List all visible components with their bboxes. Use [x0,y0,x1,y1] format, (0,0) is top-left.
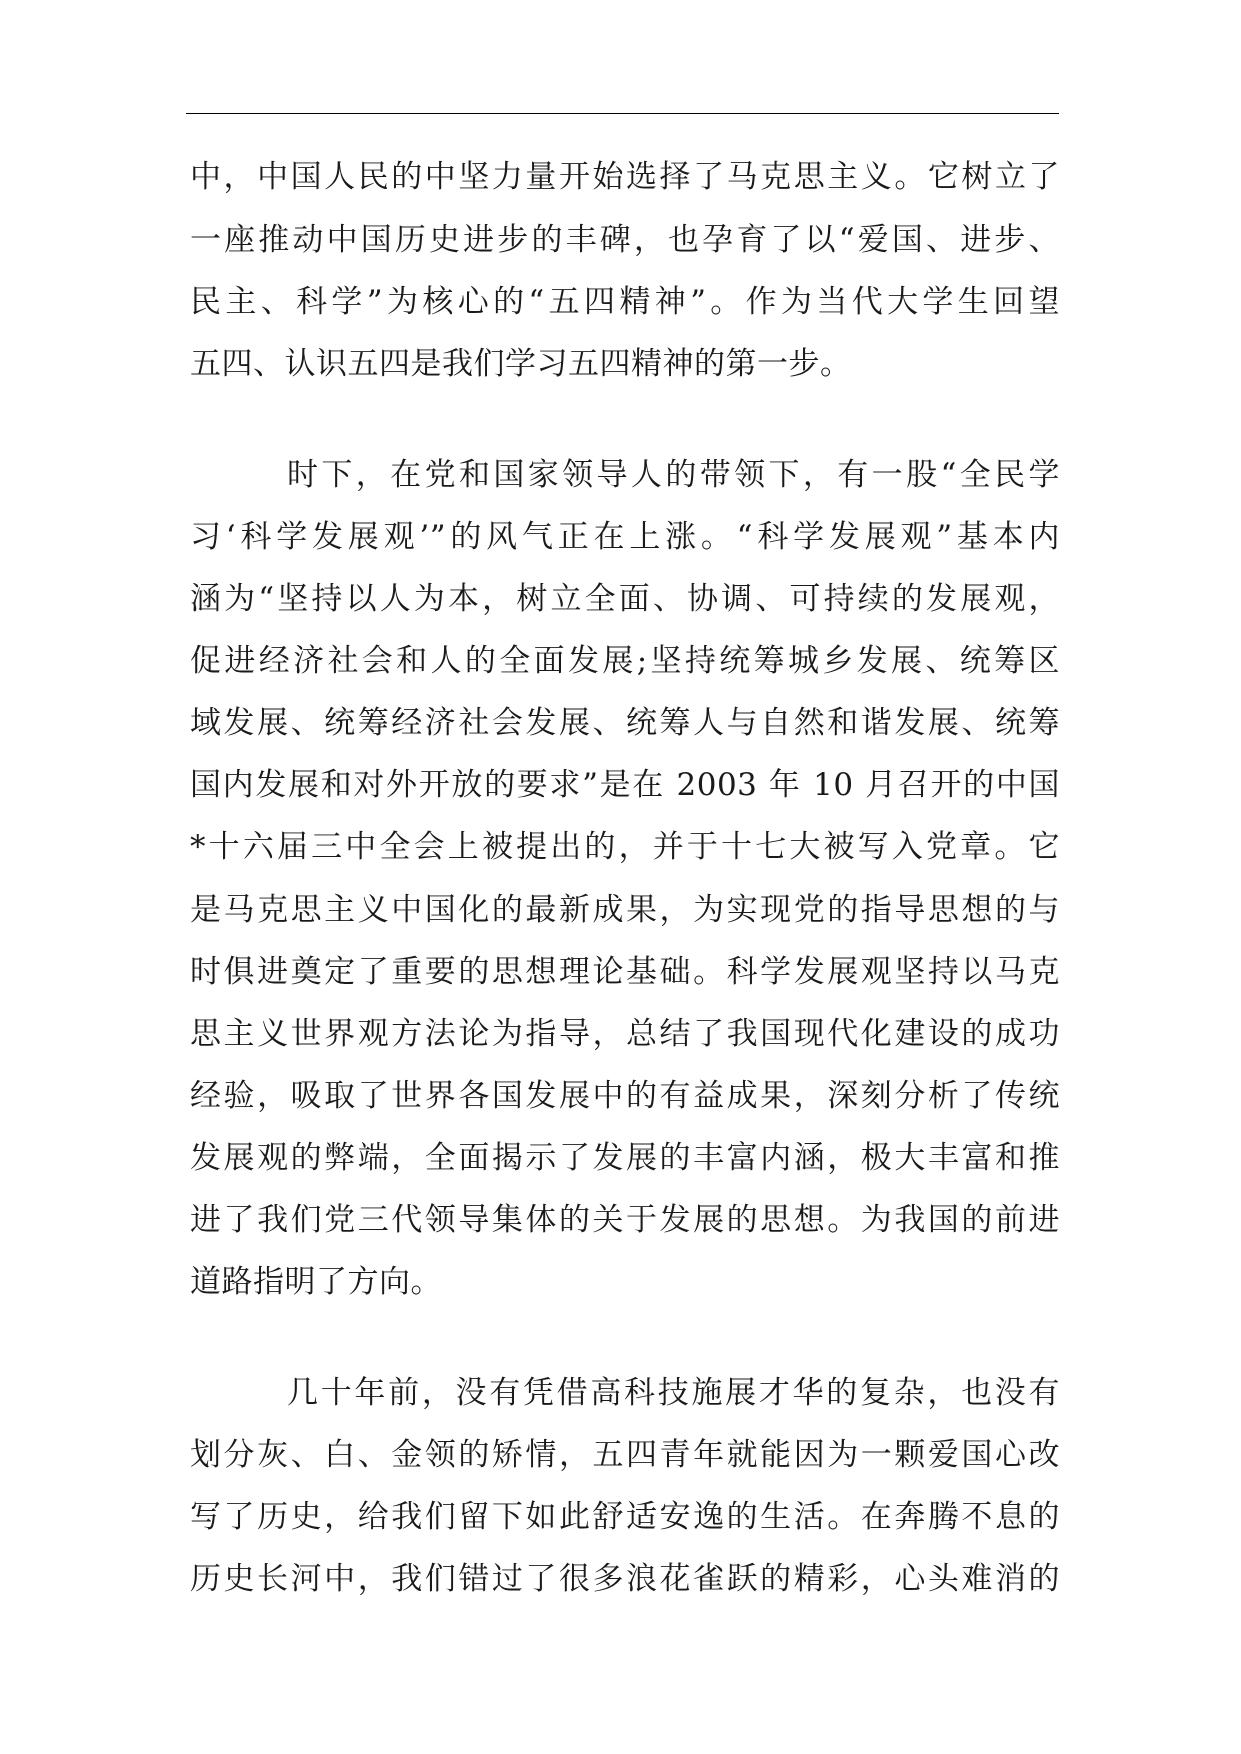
paragraph-3-line-1: 几十年前，没有凭借高科技施展才华的复杂，也没有 [287,1375,1060,1411]
paragraph-3-line-4: 历史长河中，我们错过了很多浪花雀跃的精彩，心头难消的 [190,1561,1060,1597]
header-rule [186,113,1059,114]
paragraph-2-line-12: 发展观的弊端，全面揭示了发展的丰富内涵，极大丰富和推 [190,1140,1060,1176]
paragraph-1-line-1: 中，中国人民的中坚力量开始选择了马克思主义。它树立了 [190,159,1060,195]
paragraph-2-line-6: 国内发展和对外开放的要求”是在 2003 年 10 月召开的中国 [190,767,1060,803]
paragraph-2-line-8: 是马克思主义中国化的最新成果，为实现党的指导思想的与 [190,892,1060,928]
paragraph-2-line-3: 涵为“坚持以人为本，树立全面、协调、可持续的发展观， [190,581,1060,617]
paragraph-1-line-4: 五四、认识五四是我们学习五四精神的第一步。 [190,346,852,382]
paragraph-2-line-10: 思主义世界观方法论为指导，总结了我国现代化建设的成功 [190,1016,1060,1052]
paragraph-2-line-5: 域发展、统筹经济社会发展、统筹人与自然和谐发展、统筹 [190,705,1060,741]
paragraph-1-line-3: 民主、科学”为核心的“五四精神”。作为当代大学生回望 [190,284,1060,320]
paragraph-2-line-7: *十六届三中全会上被提出的，并于十七大被写入党章。它 [190,829,1060,865]
paragraph-1-line-2: 一座推动中国历史进步的丰碑，也孕育了以“爱国、进步、 [190,222,1060,258]
paragraph-2-line-2: 习‘科学发展观’”的风气正在上涨。“科学发展观”基本内 [190,519,1060,555]
paragraph-2-line-14: 道路指明了方向。 [190,1264,442,1300]
paragraph-2-line-4: 促进经济社会和人的全面发展;坚持统筹城乡发展、统筹区 [190,643,1060,679]
paragraph-2-line-11: 经验，吸取了世界各国发展中的有益成果，深刻分析了传统 [190,1078,1060,1114]
paragraph-2-line-9: 时俱进奠定了重要的思想理论基础。科学发展观坚持以马克 [190,954,1060,990]
paragraph-2-line-13: 进了我们党三代领导集体的关于发展的思想。为我国的前进 [190,1202,1060,1238]
paragraph-3-line-3: 写了历史，给我们留下如此舒适安逸的生活。在奔腾不息的 [190,1499,1060,1535]
paragraph-3-line-2: 划分灰、白、金领的矫情，五四青年就能因为一颗爱国心改 [190,1437,1060,1473]
paragraph-2-line-1: 时下，在党和国家领导人的带领下，有一股“全民学 [287,457,1060,493]
